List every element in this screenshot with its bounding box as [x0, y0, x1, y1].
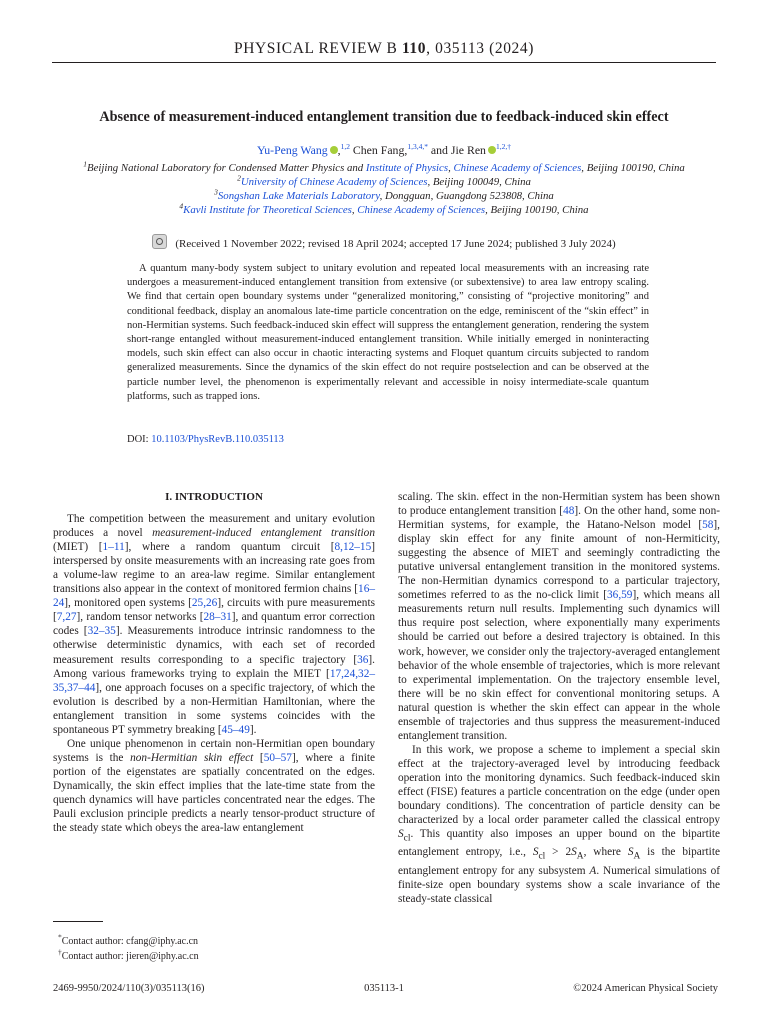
affiliation-text: , Beijing 100190, China — [581, 162, 685, 174]
citation-link[interactable]: 8,12–15 — [334, 541, 372, 554]
author-list: Yu-Peng Wang ,$^{1,2}$ Chen Fang,$^{1,3,4,*}$ and Jie Ren $^{1,2,\dagger}$ — [257, 142, 511, 157]
affiliation-1 — [30, 159, 738, 175]
affiliation-text: , Dongguan, Guangdong 523808, China — [379, 190, 554, 202]
journal-name: PHYSICAL REVIEW B — [233, 40, 398, 57]
affiliation-number: 4 — [179, 201, 184, 211]
footnote-rule — [53, 921, 103, 922]
article-number: , 035113 (2024) — [426, 40, 535, 57]
math-subscript: cl — [538, 851, 546, 862]
math-symbol: A — [589, 864, 597, 877]
abstract: A quantum many-body system subject to unitary evolution and repeated local measurements with an increasing rate undergoes a measurement-induced entanglement transition from extensive (or subextensive) to area law entropy scaling. We find that certain open boundary systems under “generalized monitoring,” consisting of “projective monitoring” and conditional feedback, display an anomalous late-time particle concentration on the edge, reminiscent of the “skin effect” in non-Hermitian systems. Such feedback-induced skin effect will suppress the entanglement generation, rendering the system short-range entangled without measurement-induced entanglement transition. While initially emerged in noninteracting models, such skin effect can also occur in chaotic interacting systems and Floquet quantum circuits subjected to random generalized measurements. Since the dynamics of the skin effect do not require postselection and can be observed at the particle number level, the phenomenon is experimentally relevant and accessible in noisy intermediate-scale quantum platforms, such as trapped ions. — [127, 263, 649, 402]
footnote-1 — [58, 932, 199, 947]
affiliation-4 — [30, 201, 738, 217]
footnote-text: Contact author: jieren@iphy.ac.cn — [61, 951, 199, 962]
text: ], which means all measurements return null results. Implementing such dynamics will thus require post selection, where exponentially many experiments should be carried out before a desired trajectory is obtained. In this work, however, we consider only the trajectory-averaged entanglement behavior of the whole ensemble of trajectories, which is more relevant to experimental implementation. On the trajectory ensemble level, there will be no skin effect for conventional monitoring setups. A natural question is whether the skin effect can appear in the whole ensemble of trajectories and thus suppress the measurement-induced entanglement transition. — [398, 589, 720, 742]
math-symbol: S — [398, 828, 404, 841]
doi-link[interactable]: 10.1103/PhysRevB.110.035113 — [151, 434, 284, 445]
right-column — [398, 490, 720, 906]
text: ]. — [249, 723, 257, 736]
citation-link[interactable]: 1–11 — [102, 541, 125, 554]
citation-link[interactable]: 25,26 — [191, 597, 218, 610]
received-text: (Received 1 November 2022; revised 18 April 2024; accepted 17 June 2024; published 3 July 2024) — [175, 238, 616, 250]
check-for-updates-icon[interactable] — [152, 234, 167, 249]
journal-volume: 110 — [401, 40, 427, 57]
doi-label: DOI: — [127, 434, 149, 445]
affiliation-link[interactable]: Institute of Physics — [365, 162, 449, 174]
text: is the bipartite entanglement entropy for any subsystem — [398, 846, 720, 877]
citation-link[interactable]: 48 — [563, 505, 575, 518]
citation-link[interactable]: 50–57 — [263, 751, 292, 764]
affiliation-text: Beijing National Laboratory for Condensed Matter Physics and — [86, 162, 366, 174]
text: ], one approach focuses on a specific trajectory, of which the evolution is described by a non-Hermitian Hamiltonian, where the entanglement transition in some systems coincides with the spontaneous PT symmetry breaking [ — [53, 681, 375, 736]
citation-link[interactable]: 16–24 — [53, 583, 375, 610]
text: ]. Among various frameworks trying to explain the MIET [ — [53, 653, 375, 680]
affiliation-link[interactable]: University of Chinese Academy of Sciences — [240, 176, 428, 188]
author-1[interactable]: Yu-Peng Wang — [257, 143, 328, 157]
citation-link[interactable]: 45–49 — [221, 723, 250, 736]
citation-link[interactable]: 58 — [702, 519, 714, 532]
affiliation-link[interactable]: Chinese Academy of Sciences — [453, 162, 582, 174]
affiliation-link[interactable]: Songshan Lake Materials Laboratory — [217, 190, 380, 202]
footnote-mark: * — [58, 932, 62, 942]
paragraph-1 — [53, 512, 375, 737]
citation-link[interactable]: 28–31 — [203, 611, 232, 624]
citation-link[interactable]: 7,27 — [56, 611, 77, 624]
paper-title: Absence of measurement-induced entanglement transition due to feedback-induced skin effect — [99, 109, 669, 125]
math-subscript: A — [576, 851, 584, 862]
math-symbol: S — [532, 846, 539, 859]
text: ], random tensor networks [ — [76, 611, 204, 624]
left-column — [53, 490, 375, 835]
math-subscript: A — [633, 851, 641, 862]
text: ], circuits with pure measurements [ — [53, 597, 375, 624]
orcid-icon[interactable] — [488, 146, 496, 154]
math-operator: > 2 — [545, 846, 572, 859]
affiliation-number: 2 — [237, 173, 241, 183]
affiliation-3 — [30, 187, 738, 203]
text: ], monitored open systems [ — [64, 597, 192, 610]
affiliation-2 — [30, 173, 738, 189]
affiliation-sep: , — [351, 204, 358, 216]
paragraph-3 — [398, 490, 720, 743]
footnote-text: Contact author: cfang@iphy.ac.cn — [61, 936, 199, 947]
affiliation-text: , Beijing 100190, China — [485, 204, 589, 216]
math-subscript: cl — [403, 833, 411, 844]
text: ], and quantum error correction codes [ — [53, 611, 375, 638]
text: [ — [253, 751, 264, 764]
text: (MIET) [ — [53, 541, 103, 554]
text: ], where a random quantum circuit [ — [124, 541, 335, 554]
footer-issn: 2469-9950/2024/110(3)/035113(16) — [53, 983, 205, 994]
text: . Numerical simulations of finite-size open boundary systems show a scale invariance of the steady-state classical — [398, 864, 720, 905]
journal-header — [52, 40, 716, 63]
doi-line — [127, 434, 284, 445]
affiliation-number: 1 — [83, 159, 87, 169]
text: scaling. The skin. effect in the non-Hermitian system has been shown to produce entanglement transition [ — [398, 491, 720, 518]
text: . This quantity also imposes an upper bound on the bipartite entanglement entropy, i.e., — [398, 828, 720, 859]
citation-link[interactable]: 17,24,32–35,37–44 — [53, 667, 375, 694]
affiliation-link[interactable]: Kavli Institute for Theoretical Sciences — [183, 204, 352, 216]
affiliation-text: , Beijing 100049, China — [427, 176, 531, 188]
author-and: and — [430, 143, 448, 157]
affiliation-link[interactable]: Chinese Academy of Sciences — [357, 204, 486, 216]
text: ], display skin effect for any finite amount of non-Hermiticity, suggesting the absence of MIET and seemingly contradicting the putative universal entanglement transition in the monitored systems. The non-Hermitian dynamics correspond to a particular trajectory, sometimes referred to as the no-click limit [ — [398, 519, 720, 602]
math-symbol: S — [571, 846, 577, 859]
paragraph-2 — [53, 737, 375, 835]
author-3: Jie Ren — [450, 143, 486, 157]
text: One unique phenomenon in certain non-Hermitian open boundary systems is the — [53, 737, 375, 764]
author-3-affil[interactable]: 1,2,† — [495, 142, 511, 152]
citation-link[interactable]: 32–35 — [87, 625, 116, 638]
paragraph-4 — [398, 743, 720, 906]
footer-copyright: ©2024 American Physical Society — [573, 983, 718, 994]
footnote-mark: † — [58, 947, 62, 957]
emphasis: measurement-induced entanglement transition — [152, 527, 375, 540]
footnote-2 — [58, 947, 199, 962]
affiliation-number: 3 — [214, 187, 218, 197]
math-symbol: S — [627, 846, 634, 859]
footer-page-number: 035113-1 — [364, 983, 404, 994]
citation-link[interactable]: 36,59 — [607, 589, 633, 602]
text: ] interspersed by onsite measurements with an increasing rate goes from a volume-law regime to an area-law regime. Similar entanglement transitions also appear in the context of monitored fermion chains [ — [53, 541, 375, 596]
text: The competition between the measurement and unitary evolution produces a novel — [53, 513, 375, 540]
emphasis: non-Hermitian skin effect — [130, 751, 254, 764]
text: , where — [583, 846, 628, 859]
orcid-icon[interactable] — [330, 146, 338, 154]
text: ], where a finite portion of the eigenstates are spatially concentrated on the edges. Dynamically, the skin effect implies that the late-time state from the quench dynamics will have particles concentrated near the edges. The Pauli exclusion principle predicts a nearly tensor-product structure of the steady state which obeys the area-law entanglement — [53, 751, 375, 835]
author-2: Chen Fang, — [352, 143, 408, 157]
received-dates — [40, 234, 728, 250]
text: ]. Measurements introduce intrinsic randomness to the otherwise deterministic dynamics, with each set of recorded measurement results corresponding to a specific trajectory [ — [53, 625, 375, 666]
author-2-affil[interactable]: 1,3,4,* — [407, 142, 428, 152]
author-1-affil[interactable]: 1,2 — [340, 142, 350, 152]
text: In this work, we propose a scheme to implement a special skin effect at the trajectory-averaged level by introducing feedback operation into the monitoring dynamics. Such feedback-induced skin effect (FISE) features a particle concentration on the edge (under open boundary conditions). The concentration of particle density can be characterized by a local order parameter called the classical entropy — [398, 743, 720, 827]
section-heading: I. INTRODUCTION — [165, 491, 263, 503]
affiliation-sep: , — [448, 162, 454, 174]
text: ]. On the other hand, some non-Hermitian systems, for example, the Hatano-Nelson model [ — [398, 505, 720, 532]
citation-link[interactable]: 36 — [357, 653, 369, 666]
